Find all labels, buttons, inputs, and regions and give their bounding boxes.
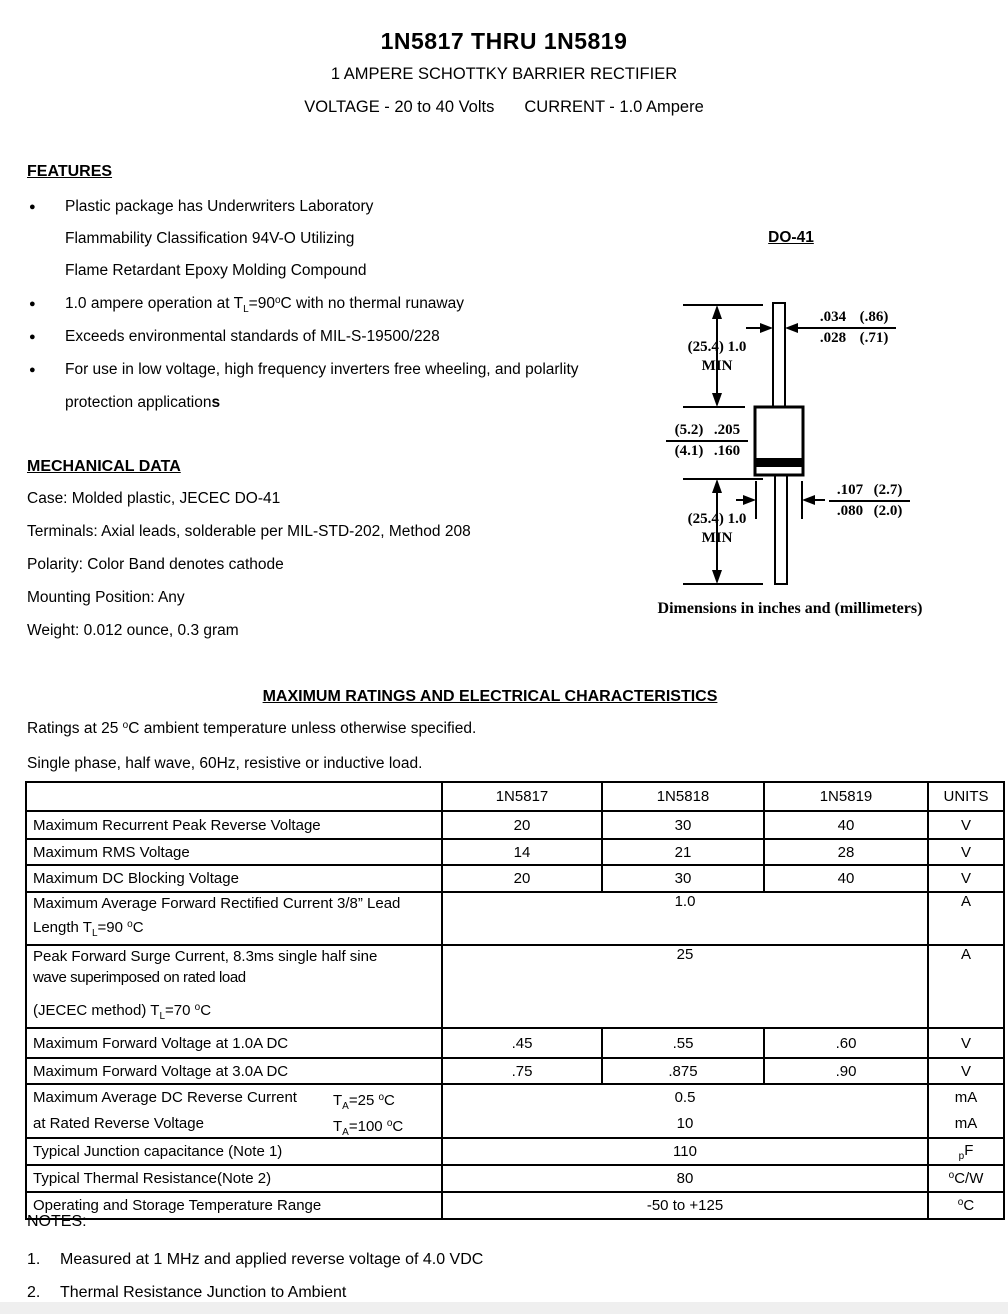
table-header-row — [26, 782, 1004, 811]
value-cell: 30 — [602, 811, 764, 839]
degree-sup: o — [386, 1118, 393, 1129]
value-cell: .60 — [764, 1028, 928, 1058]
value-cell: -50 to +125 — [442, 1192, 928, 1219]
units-cell: $^o$C — [928, 1192, 1004, 1219]
value-cell: 0.5 10 — [442, 1084, 928, 1138]
table-row — [26, 892, 1004, 945]
feature-line: Flammability Classification 94V-O Utilizing — [65, 230, 355, 247]
dim-value: MIN — [701, 358, 733, 374]
dim-value: (25.4) 1.0 — [687, 339, 747, 355]
feature-text: =90 — [248, 295, 275, 312]
ratings-condition-line: Single phase, half wave, 60Hz, resistive or inductive load. — [27, 755, 423, 772]
bottom-lead-length-label — [677, 510, 757, 548]
ratings-heading: MAXIMUM RATINGS AND ELECTRICAL CHARACTERISTICS — [262, 688, 718, 705]
body-length-mm: $\frac{(5.2)}{(4.1)}$ — [666, 422, 712, 460]
feature-text: s — [211, 394, 221, 411]
subscript: L — [159, 1011, 165, 1022]
feature-text: protection application — [65, 394, 212, 411]
arrow-right-icon — [743, 495, 756, 505]
voltage-current-line — [0, 98, 1008, 117]
table-row — [26, 811, 1004, 839]
units-cell: V — [928, 839, 1004, 865]
value-cell: 40 — [764, 811, 928, 839]
arrow-up-icon — [712, 479, 722, 493]
arrow-left-icon — [785, 323, 798, 333]
value-cell: .90 — [764, 1058, 928, 1084]
header-1n5818: 1N5818 — [602, 782, 764, 811]
diagram-caption: Dimensions in inches and (millimeters) — [657, 600, 923, 617]
row-label: Maximum Average DC Reverse Current $T_A=25$ $^o$C at Rated Reverse Voltage $T_A=100$ $^o$C — [26, 1084, 442, 1138]
table-row — [26, 865, 1004, 892]
cathode-band — [755, 458, 803, 467]
bullet-icon: ● — [29, 201, 36, 213]
condition-label: $T_A=100$ $^o$C — [333, 1118, 404, 1138]
mech-polarity: Polarity: Color Band denotes cathode — [27, 556, 284, 573]
feature-line — [65, 394, 220, 412]
header-1n5819: 1N5819 — [764, 782, 928, 811]
package-name: DO-41 — [768, 229, 814, 246]
units-cell: $_p$F — [928, 1138, 1004, 1165]
value-cell: 25 — [442, 945, 928, 1028]
units-cell: V — [928, 811, 1004, 839]
units-cell: A — [928, 945, 1004, 1028]
row-label: Maximum Forward Voltage at 1.0A DC — [26, 1028, 442, 1058]
feature-text: 1.0 ampere operation at T — [65, 295, 244, 312]
degree-sup: o — [127, 919, 133, 930]
degree-sup: o — [274, 295, 281, 306]
row-label: Operating and Storage Temperature Range — [26, 1192, 442, 1219]
units-cell: mA mA — [928, 1084, 1004, 1138]
arrow-down-icon — [712, 570, 722, 584]
voltage-rating: VOLTAGE - 20 to 40 Volts — [304, 98, 495, 116]
row-label: Maximum RMS Voltage — [26, 839, 442, 865]
table-row — [26, 1028, 1004, 1058]
header-units: UNITS — [928, 782, 1004, 811]
top-lead — [773, 303, 785, 407]
row-label: Maximum Average Forward Rectified Current 3/8” Lead Length $T_L=90$ $^o$C — [26, 892, 442, 945]
mech-weight: Weight: 0.012 ounce, 0.3 gram — [27, 622, 239, 639]
row-label: Peak Forward Surge Current, 8.3ms single half sine wave superimposed on rated load (JECEC method) $T_L=70$ $^o$C — [26, 945, 442, 1028]
top-lead-length-label — [677, 338, 757, 376]
value-cell: 20 — [442, 811, 602, 839]
table-row — [26, 1192, 1004, 1219]
units-cell: A — [928, 892, 1004, 945]
value-cell: 1.0 — [442, 892, 928, 945]
value-cell: 20 — [442, 865, 602, 892]
feature-line: Flame Retardant Epoxy Molding Compound — [65, 262, 367, 279]
table-row — [26, 839, 1004, 865]
page-subtitle: 1 AMPERE SCHOTTKY BARRIER RECTIFIER — [330, 65, 678, 83]
lead-dia-inches: $\frac{.034}{.028}$ — [812, 309, 854, 347]
mechanical-heading: MECHANICAL DATA — [27, 458, 181, 475]
value-cell: .75 — [442, 1058, 602, 1084]
page-bottom-edge — [0, 1302, 1008, 1314]
value-cell: 80 — [442, 1165, 928, 1192]
subscript: A — [342, 1127, 349, 1138]
subscript: A — [342, 1101, 349, 1112]
dim-value: (25.4) 1.0 — [687, 511, 747, 527]
ratings-table — [25, 781, 1005, 1220]
subscript: p — [958, 1150, 965, 1162]
feature-line — [65, 295, 464, 315]
dim-value: MIN — [701, 530, 733, 546]
row-label: Typical Junction capacitance (Note 1) — [26, 1138, 442, 1165]
arrow-down-icon — [712, 393, 722, 407]
mech-mounting: Mounting Position: Any — [27, 589, 185, 606]
header-1n5817: 1N5817 — [442, 782, 602, 811]
table-row — [26, 1138, 1004, 1165]
bottom-lead — [775, 475, 787, 584]
notes-heading: NOTES: — [27, 1213, 87, 1230]
degree-sup: o — [957, 1197, 964, 1208]
bullet-icon: ● — [29, 364, 36, 376]
arrow-up-icon — [712, 305, 722, 319]
note-number: 2. — [27, 1284, 41, 1301]
degree-sup: o — [122, 720, 129, 731]
subscript: L — [91, 928, 98, 939]
units-cell: V — [928, 865, 1004, 892]
lead-dia-mm: $\frac{(.86)}{(.71)}$ — [852, 309, 896, 347]
page-title: 1N5817 THRU 1N5819 — [380, 28, 628, 54]
arrow-right-icon — [760, 323, 773, 333]
value-cell: 40 — [764, 865, 928, 892]
body-length-inches: $\frac{.205}{.160}$ — [706, 422, 748, 460]
body-dia-mm: $\frac{(2.7)}{(2.0)}$ — [866, 482, 910, 520]
condition-label: $T_A=25$ $^o$C — [333, 1092, 395, 1112]
value-cell: 21 — [602, 839, 764, 865]
row-label: Maximum Forward Voltage at 3.0A DC — [26, 1058, 442, 1084]
header-blank — [26, 782, 442, 811]
degree-sup: o — [378, 1092, 385, 1103]
table-row — [26, 1165, 1004, 1192]
arrow-left-icon — [802, 495, 815, 505]
value-cell: 110 — [442, 1138, 928, 1165]
note-text: Thermal Resistance Junction to Ambient — [60, 1284, 347, 1301]
table-row — [26, 1084, 1004, 1138]
degree-sup: o — [948, 1170, 955, 1181]
row-label: Maximum Recurrent Peak Reverse Voltage — [26, 811, 442, 839]
feature-line: For use in low voltage, high frequency inverters free wheeling, and polarlity — [65, 361, 579, 378]
body-dia-inches: $\frac{.107}{.080}$ — [829, 482, 871, 520]
table-row — [26, 945, 1004, 1028]
feature-line: Plastic package has Underwriters Laboratory — [65, 198, 374, 215]
bullet-icon: ● — [29, 331, 36, 343]
mech-case: Case: Molded plastic, JECEC DO-41 — [27, 490, 281, 507]
value-cell: .875 — [602, 1058, 764, 1084]
note-text: Measured at 1 MHz and applied reverse voltage of 4.0 VDC — [60, 1251, 484, 1268]
row-label: Maximum DC Blocking Voltage — [26, 865, 442, 892]
value-cell: .55 — [602, 1028, 764, 1058]
subscript: L — [243, 304, 249, 315]
note-number: 1. — [27, 1251, 41, 1268]
degree-sup: o — [194, 1002, 201, 1013]
package-diagram — [640, 228, 1008, 628]
units-cell: $^o$C/W — [928, 1165, 1004, 1192]
ratings-condition-line: Ratings at 25 $^o$C ambient temperature unless otherwise specified. — [27, 720, 477, 737]
units-cell: V — [928, 1028, 1004, 1058]
features-heading: FEATURES — [27, 163, 113, 180]
value-cell: .45 — [442, 1028, 602, 1058]
units-cell: V — [928, 1058, 1004, 1084]
row-label: Typical Thermal Resistance(Note 2) — [26, 1165, 442, 1192]
value-cell: 14 — [442, 839, 602, 865]
value-cell: 30 — [602, 865, 764, 892]
current-rating: CURRENT - 1.0 Ampere — [524, 98, 704, 116]
value-cell: 28 — [764, 839, 928, 865]
mech-terminals: Terminals: Axial leads, solderable per MIL-STD-202, Method 208 — [27, 523, 471, 540]
feature-text: C with no thermal runaway — [280, 295, 464, 312]
feature-line: Exceeds environmental standards of MIL-S-19500/228 — [65, 328, 440, 345]
table-row — [26, 1058, 1004, 1084]
bullet-icon: ● — [29, 298, 36, 310]
